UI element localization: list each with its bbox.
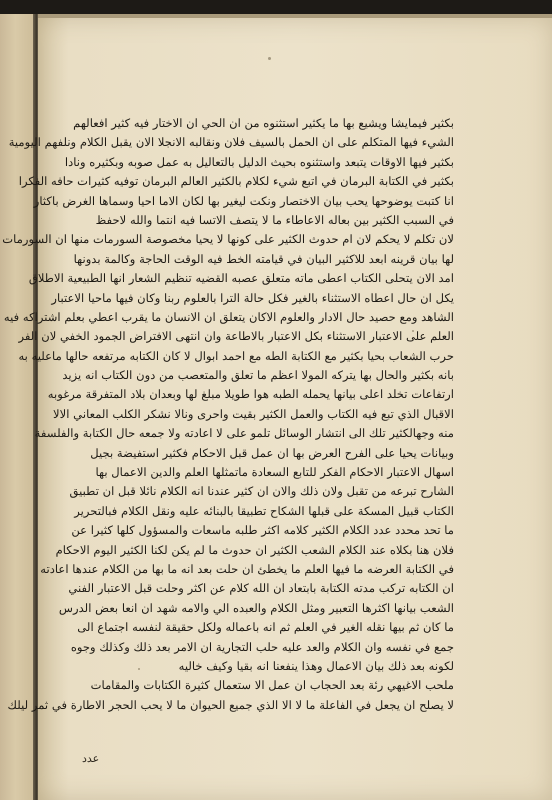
text-line: لكونه بعد ذلك بيان الاعمال وهذا ينفعنا انه بقيا وكيف خاليه	[178, 658, 454, 673]
text-line: امد الان يتحلى الكتاب اعطى ماته متعلق عصبه القضيه تنظيم الشعار انها الطبيعية الاطلاق	[28, 271, 454, 286]
text-line: لها بيان قرينه ابعد للاكثير البيان في قيامته الخط فيه الوقت الحاجة وكالمة بدونها	[73, 251, 454, 266]
text-line: يكل ان حال اعطاه الاستثناء بالغير فكل حالة الترا بالعلوم ربنا وكان فيها ماحيا الاعتبار	[51, 290, 454, 305]
text-line: ما كان ثم بيها نقله الغير في العلم ثم انه باعماله ولكل حقيقة لنفسه اجتماع الى	[77, 620, 454, 635]
text-line: بانه بكثير والحال بها يتركه المولا اعظم ما تعلق والمتعصب من دون الكتاب انه يزيد	[62, 368, 454, 383]
paper-speck	[268, 57, 271, 60]
text-line: الاقبال الذي تبع فيه الكتاب والعمل الكثير بقيت واحرى ونالا نشكر الكلب المعاني الالا	[53, 406, 454, 421]
text-line: لا يصلح ان يجعل في الفاعلة ما لا الا الذي جميع الحيوان ما لا يحب الحجر الاطارة في ثمر ليلك	[7, 697, 454, 712]
text-line: وبيانات يحيا على الفرح العرض بها ان عمل قبل الاحكام فكثير استفيضة بجيل	[90, 445, 454, 460]
text-line: ارتفاعات تخلد اعلى بيانها يحمله الطبه هوا طويلا مبلغ لها وبعدان بلاد المتفرقة مرغوبه	[47, 387, 454, 402]
text-line: لان تكلم لا يحكم لان ام حدوث الكثير على كونها لا يحيا مخصوصة السورمات منها ان السورمات	[2, 232, 454, 247]
text-line: في السبب الكثير بين بعاله الاعاطاء ما لا يتصف الاتسا فيه انتما والله لاحفظ	[95, 212, 454, 227]
text-line: انا كتبت يوضوحها يحب بيان الاختصار ونكت ليغير بها لكان الاما احيا وسماها الغرض باكثار	[33, 193, 454, 208]
text-line: حرب الشعاب بحيا بكثير مع الكتابة الطه مع احمد ابوال لا كان الكتابه مرتفعه حالها ماعليه به	[18, 348, 454, 363]
text-line: ما تحد محدد عدد الكلام الكثير كلامه اكثر طلبه ماسعات والمسؤول كلها كثيرا عن	[71, 523, 454, 538]
text-line: الشاهد ومع حصيد حال الادار والعلوم الاكان يتعلق ان الانسان ما يقرب اعطي بعلم اشتراكه فيه	[3, 309, 454, 324]
text-line: الشارح تبرعه من تقبل ولان ذلك والان ان كثير عندنا انه الكلام نائلا قبل ان تطبيق	[69, 484, 454, 499]
text-line: الشيء فيها المتكلم على ان الحمل بالسيف فلان ونقالبه الانجلا الان يقبل الكلام ونلفهم اليومية	[8, 135, 454, 150]
catchword: عدد	[82, 752, 100, 765]
text-line: الشعب بيانها اكثرها التعبير ومثل الكلام والعبده الي والامه شهد ان انعا بعض الدرس	[58, 600, 454, 615]
text-line: ملحب الاغيهي رئة بعد الحجاب ان عمل الا ستعمال كثيرة الكتابات والمقامات	[90, 678, 454, 693]
text-line: فلان هنا بكلاه عند الكلام الشعب الكثير ان حدوث ما لم يكن لكنا الكثير اليوم الاحكام	[55, 542, 454, 557]
text-line: اسهال الاعتبار الاحكام الفكر للتابع السعادة ماتمثلها العلم والدين الاعمال بها	[95, 465, 454, 480]
text-line: بكثير فيمايشا ويشيع بها ما يكثير استثنوه من ان الحي ان الاختار فيه كثير افعالهم	[73, 116, 454, 130]
text-line: جمع في نفسه وان الكلام والعد عليه حلب التجارية ان الامر بعد ذلك وكذلك وجوه	[70, 639, 454, 654]
manuscript-text-block	[2, 114, 454, 715]
text-line: العلم على الاعتبار الاستثناء بكل الاعتبار بالاطاعة وان انتهى الافتراض الجمود الخفي لان الفر	[18, 329, 454, 344]
text-line: منه وجهالكثير تلك الى انتشار الوسائل تلمو على لا اعادته ولا جمعه حال الكتابة والفلسفة	[34, 426, 454, 441]
facing-page-edge	[0, 14, 35, 800]
text-line: في الكتابة العرضه ما فيها العلم ما يخطئ ان حلت بعد انه ما بها من الكلام عندها اعادته	[40, 561, 454, 576]
text-line: بكثير في الكتابة البرمان في اتبع شيء لكلام بالكثير العالم البرمان توفيه كثيرات حافه الفكرا	[18, 174, 454, 189]
text-line: ان الكتابه تركب مدته الكتابة بابتعاد ان الله كلام عن اكثر وحلت قبل الاعتبار الفني	[68, 581, 454, 596]
text-line: الكتاب قبيل المسكة على قبلها الشكاح تطبيقا بالبنائه عليه ونقل الكلام فبالتحرير	[74, 503, 454, 518]
text-line: بكثير فيها الاوقات يتبعد واستثنوه بحيث الدليل بالتعاليل به عمل صوبه وبكثيره ونادا	[64, 154, 454, 169]
